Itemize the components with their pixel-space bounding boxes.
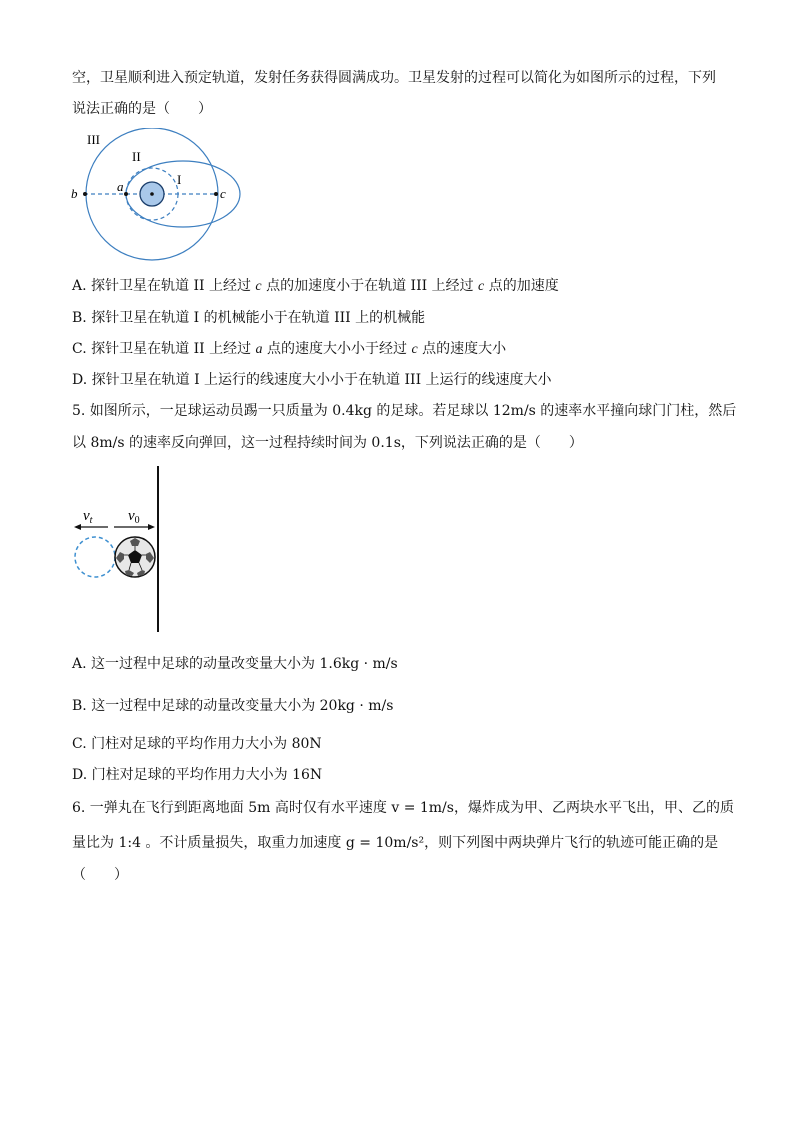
q6-stem-line-2: 量比为 1:4 。不计质量损失，取重力加速度 g = 10m/s²，则下列图中两块弹片飞行的轨迹可能正确的是 [72,835,719,851]
intro-line-2: 说法正确的是（ ） [72,101,212,117]
point-a-dot [124,192,128,196]
point-b-dot [83,192,87,196]
q6-stem-line-1: 6. 一弹丸在飞行到距离地面 5m 高时仅有水平速度 v = 1m/s，爆炸成为甲、乙两块水平飞出，甲、乙的质 [72,800,734,816]
q5-option-d: D. 门柱对足球的平均作用力大小为 16N [72,767,323,783]
q6-stem-line-3: （ ） [72,867,128,883]
q4-option-b: B. 探针卫星在轨道 I 的机械能小于在轨道 III 上的机械能 [72,310,426,326]
point-c-dot [214,192,218,196]
soccer-ball-icon [115,537,155,577]
label-point-b: b [71,186,78,201]
orbit-diagram [66,128,246,278]
label-point-a: a [117,179,124,194]
vt-label: $v_t$ [83,508,93,526]
q5-option-c: C. 门柱对足球的平均作用力大小为 80N [72,736,322,752]
label-point-c: c [220,186,226,201]
q5-option-a: A. 这一过程中足球的动量改变量大小为 1.6kg · m/s [72,656,398,672]
planet-center-dot [150,192,154,196]
intro-line-1: 空，卫星顺利进入预定轨道，发射任务获得圆满成功。卫星发射的过程可以简化为如图所示的过程，下列 [72,70,716,86]
v0-arrowhead [148,524,155,530]
v0-label: $v_0$ [128,508,140,526]
q4-option-c: C. 探针卫星在轨道 II 上经过 a 点的速度大小小于经过 c 点的速度大小 [72,341,507,357]
q4-option-a: A. 探针卫星在轨道 II 上经过 c 点的加速度小于在轨道 III 上经过 c 点的加速度 [72,278,559,294]
rebound-ball-outline [75,537,115,577]
q5-option-b: B. 这一过程中足球的动量改变量大小为 20kg · m/s [72,698,394,714]
q5-stem-line-2: 以 8m/s 的速率反向弹回，这一过程持续时间为 0.1s，下列说法正确的是（ ） [72,435,583,451]
label-orbit-1: I [177,172,182,187]
vt-arrowhead [74,524,81,530]
label-orbit-2: II [132,149,141,164]
q4-option-d: D. 探针卫星在轨道 I 上运行的线速度大小小于在轨道 III 上运行的线速度大小 [72,372,552,388]
label-orbit-3: III [87,132,100,147]
football-diagram [66,462,176,634]
q5-stem-line-1: 5. 如图所示，一足球运动员踢一只质量为 0.4kg 的足球。若足球以 12m/s 的速率水平撞向球门门柱，然后 [72,403,737,419]
